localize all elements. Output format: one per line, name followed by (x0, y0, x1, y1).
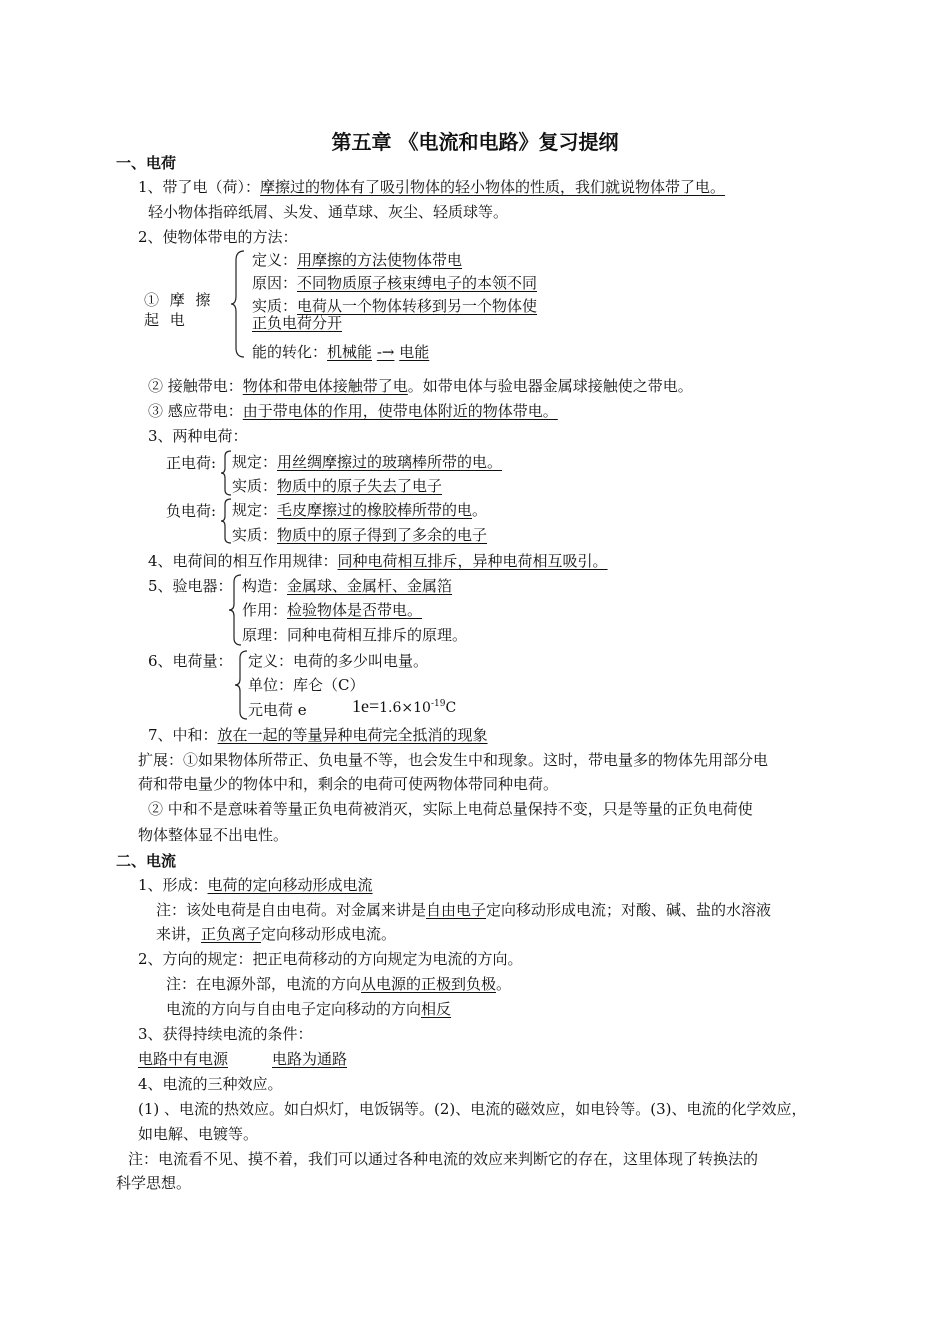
item-formation: 1、形成：电荷的定向移动形成电流 (138, 876, 373, 894)
formation-note-2: 来讲，正负离子定向移动形成电流。 (156, 925, 397, 943)
extension-line-2: 荷和带电量少的物体中和，剩余的电荷可使两物体带同种电荷。 (138, 775, 559, 793)
friction-label: ① 摩 擦 起 电 (144, 291, 214, 329)
item-methods: 2、使物体带电的方法： (138, 228, 298, 246)
friction-energy: 能的转化：机械能 -→ 电能 (252, 343, 430, 361)
item-interaction-law: 4、电荷间的相互作用规律：同种电荷相互排斥，异种电荷相互吸引。 (148, 552, 608, 570)
brace-quantity (234, 650, 248, 720)
underlined-definition: 摩擦过的物体有了吸引物体的轻小物体的性质，我们就说物体带了电。 (260, 178, 726, 196)
effects-line-1: (1) 、电流的热效应。如白炽灯，电饭锅等。(2)、电流的磁效应，如电铃等。(3)、电流的化学效应， (138, 1100, 807, 1118)
negative-rule: 规定：毛皮摩擦过的橡胶棒所带的电。 (232, 501, 488, 519)
item-direction: 2、方向的规定：把正电荷移动的方向规定为电流的方向。 (138, 950, 523, 968)
final-note-2: 科学思想。 (116, 1174, 192, 1192)
effects-line-2: 如电解、电镀等。 (138, 1125, 259, 1143)
brace-negative (220, 498, 232, 544)
contact-charging: ② 接触带电：物体和带电体接触带了电。如带电体与验电器金属球接触使之带电。 (148, 377, 693, 395)
section-heading-current: 二、电流 (116, 852, 177, 870)
extension-line-3: ② 中和不是意味着等量正负电荷被消灭，实际上电荷总量保持不变，只是等量的正负电荷使 (148, 800, 753, 818)
electroscope-principle: 原理：同种电荷相互排斥的原理。 (242, 626, 468, 644)
item-charge-quantity: 6、电荷量： (148, 652, 233, 670)
friction-definition: 定义：用摩擦的方法使物体带电 (252, 251, 463, 269)
elementary-charge-value: $1e=1.6\times 10^{-19}C$ (352, 696, 457, 716)
item-neutralization: 7、中和：放在一起的等量异种电荷完全抵消的现象 (148, 726, 488, 744)
formation-note-1: 注：该处电荷是自由电荷。对金属来讲是自由电子定向移动形成电流；对酸、碱、盐的水溶液 (156, 901, 772, 919)
item-electroscope: 5、验电器： (148, 577, 233, 595)
note-light-objects: 轻小物体指碎纸屑、头发、通草球、灰尘、轻质球等。 (148, 203, 509, 221)
item-charged (138, 177, 725, 197)
positive-essence: 实质：物质中的原子失去了电子 (232, 477, 443, 495)
positive-rule: 规定：用丝绸摩擦过的玻璃棒所带的电。 (232, 453, 503, 471)
elementary-charge: 元电荷 e (248, 701, 307, 719)
induction-charging: ③ 感应带电：由于带电体的作用，使带电体附近的物体带电。 (148, 402, 558, 420)
negative-charge-label: 负电荷: (166, 502, 217, 520)
direction-note-1: 注：在电源外部，电流的方向从电源的正极到负极。 (166, 975, 512, 993)
item-two-charges: 3、两种电荷： (148, 427, 248, 445)
condition-source: 电路中有电源 (138, 1050, 229, 1068)
electroscope-structure: 构造：金属球、金属杆、金属箔 (242, 577, 453, 595)
page-title: 第五章 《电流和电路》复习提纲 (331, 130, 619, 154)
quantity-unit: 单位：库仑（C） (248, 676, 365, 694)
direction-note-2: 电流的方向与自由电子定向移动的方向相反 (166, 1000, 452, 1018)
arrow-icon: -→ (376, 343, 395, 361)
condition-closed-circuit: 电路为通路 (272, 1050, 348, 1068)
positive-charge-label: 正电荷: (166, 454, 217, 472)
friction-cause: 原因：不同物质原子核束缚电子的本领不同 (252, 274, 538, 292)
item-continuous-current: 3、获得持续电流的条件： (138, 1025, 313, 1043)
extension-line-1: 扩展：①如果物体所带正、负电量不等，也会发生中和现象。这时，带电量多的物体先用部分电 (138, 751, 769, 769)
extension-line-4: 物体整体显不出电性。 (138, 826, 289, 844)
item-three-effects: 4、电流的三种效应。 (138, 1075, 283, 1093)
item-label: 1、带了电（荷）： (138, 178, 261, 196)
brace-positive (220, 450, 232, 496)
brace-friction (230, 250, 246, 358)
friction-essence: 实质：电荷从一个物体转移到另一个物体使 (252, 297, 538, 315)
final-note-1: 注：电流看不见、摸不着，我们可以通过各种电流的效应来判断它的存在，这里体现了转换法的 (128, 1150, 759, 1168)
negative-essence: 实质：物质中的原子得到了多余的电子 (232, 526, 488, 544)
friction-essence-cont: 正负电荷分开 (252, 314, 343, 332)
brace-electroscope (228, 574, 242, 646)
electroscope-use: 作用：检验物体是否带电。 (242, 601, 423, 619)
section-heading-charge: 一、电荷 (116, 154, 177, 172)
quantity-definition: 定义：电荷的多少叫电量。 (248, 652, 429, 670)
